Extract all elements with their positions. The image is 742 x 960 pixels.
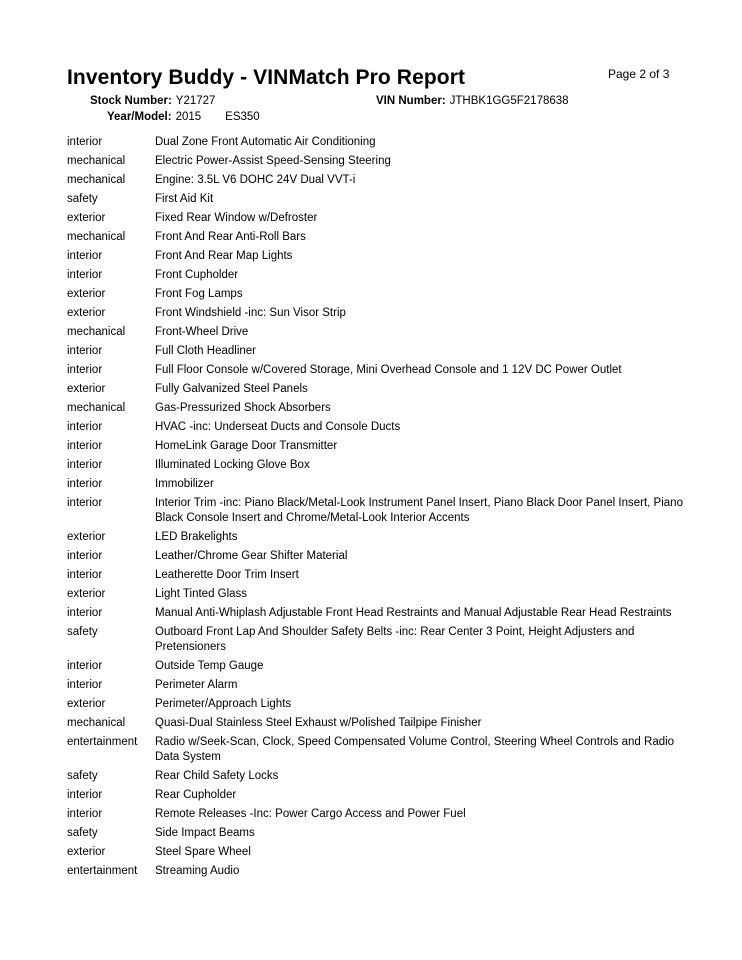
feature-category: interior — [67, 459, 103, 471]
feature-row — [67, 494, 687, 528]
feature-category: exterior — [67, 288, 106, 300]
feature-description: Side Impact Beams — [155, 827, 255, 839]
feature-category: mechanical — [67, 402, 126, 414]
feature-category: interior — [67, 269, 103, 281]
vin-number-label: VIN Number: — [376, 95, 446, 107]
feature-row — [67, 475, 687, 494]
feature-category: interior — [67, 679, 103, 691]
feature-row — [67, 566, 687, 585]
feature-category: exterior — [67, 212, 106, 224]
feature-description: Electric Power-Assist Speed-Sensing Steering — [155, 155, 391, 167]
feature-description: Perimeter Alarm — [155, 679, 238, 691]
feature-category: safety — [67, 626, 98, 638]
feature-category: interior — [67, 250, 103, 262]
feature-row — [67, 585, 687, 604]
feature-description: Engine: 3.5L V6 DOHC 24V Dual VVT-i — [155, 174, 356, 186]
feature-category: interior — [67, 569, 103, 581]
feature-row — [67, 323, 687, 342]
feature-category: interior — [67, 345, 103, 357]
feature-description: HomeLink Garage Door Transmitter — [155, 440, 338, 452]
feature-description: Immobilizer — [155, 478, 214, 490]
year-model-label: Year/Model: — [107, 111, 172, 123]
feature-row — [67, 380, 687, 399]
feature-row — [67, 399, 687, 418]
feature-category: interior — [67, 364, 103, 376]
feature-category: safety — [67, 193, 98, 205]
feature-row — [67, 676, 687, 695]
feature-description: Outboard Front Lap And Shoulder Safety Belts -inc: Rear Center 3 Point, Height Adjusters and Pretensioners — [155, 626, 635, 653]
feature-description: Front Fog Lamps — [155, 288, 243, 300]
feature-description: Front Cupholder — [155, 269, 239, 281]
feature-row — [67, 695, 687, 714]
feature-row — [67, 862, 687, 881]
stock-number-field — [90, 95, 215, 107]
feature-category: exterior — [67, 383, 106, 395]
feature-category: interior — [67, 440, 103, 452]
feature-description: Front And Rear Map Lights — [155, 250, 293, 262]
feature-category: entertainment — [67, 736, 138, 748]
stock-number-value: Y21727 — [175, 95, 216, 107]
feature-category: interior — [67, 808, 103, 820]
feature-description: Front-Wheel Drive — [155, 326, 249, 338]
feature-category: exterior — [67, 588, 106, 600]
feature-row — [67, 623, 687, 657]
feature-row — [67, 285, 687, 304]
feature-row — [67, 456, 687, 475]
feature-description: Remote Releases -Inc: Power Cargo Access and Power Fuel — [155, 808, 466, 820]
model-value: ES350 — [225, 111, 260, 123]
feature-description: Light Tinted Glass — [155, 588, 248, 600]
feature-category: interior — [67, 421, 103, 433]
feature-category: safety — [67, 827, 98, 839]
feature-category: interior — [67, 789, 103, 801]
feature-category: interior — [67, 607, 103, 619]
feature-description: Front And Rear Anti-Roll Bars — [155, 231, 306, 243]
feature-row — [67, 304, 687, 323]
feature-row — [67, 805, 687, 824]
feature-description: Quasi-Dual Stainless Steel Exhaust w/Polished Tailpipe Finisher — [155, 717, 482, 729]
feature-description: Steel Spare Wheel — [155, 846, 251, 858]
feature-row — [67, 171, 687, 190]
feature-category: mechanical — [67, 231, 126, 243]
feature-category: mechanical — [67, 155, 126, 167]
stock-number-label: Stock Number: — [90, 95, 172, 107]
feature-category: exterior — [67, 531, 106, 543]
feature-description: Fully Galvanized Steel Panels — [155, 383, 308, 395]
feature-description: Radio w/Seek-Scan, Clock, Speed Compensated Volume Control, Steering Wheel Controls and Radio Data System — [155, 736, 675, 763]
feature-row — [67, 190, 687, 209]
feature-category: entertainment — [67, 865, 138, 877]
feature-row — [67, 361, 687, 380]
feature-description: HVAC -inc: Underseat Ducts and Console Ducts — [155, 421, 401, 433]
feature-row — [67, 437, 687, 456]
feature-description: Perimeter/Approach Lights — [155, 698, 292, 710]
feature-list — [67, 133, 687, 881]
feature-description: Interior Trim -inc: Piano Black/Metal-Look Instrument Panel Insert, Piano Black Door Panel Insert, Piano Black Console Insert and Chrome/Metal-Look Interior Accents — [155, 497, 683, 524]
feature-description: Full Cloth Headliner — [155, 345, 256, 357]
feature-category: interior — [67, 497, 103, 509]
feature-row — [67, 604, 687, 623]
feature-description: Streaming Audio — [155, 865, 240, 877]
feature-row — [67, 266, 687, 285]
feature-description: Illuminated Locking Glove Box — [155, 459, 310, 471]
vin-number-field — [376, 95, 569, 107]
feature-row — [67, 714, 687, 733]
feature-row — [67, 228, 687, 247]
feature-row — [67, 209, 687, 228]
feature-row — [67, 418, 687, 437]
feature-description: Dual Zone Front Automatic Air Conditioning — [155, 136, 376, 148]
feature-category: interior — [67, 660, 103, 672]
feature-description: Manual Anti-Whiplash Adjustable Front Head Restraints and Manual Adjustable Rear Head Restraints — [155, 607, 672, 619]
feature-category: mechanical — [67, 717, 126, 729]
feature-category: safety — [67, 770, 98, 782]
feature-category: mechanical — [67, 174, 126, 186]
feature-category: mechanical — [67, 326, 126, 338]
feature-description: Rear Child Safety Locks — [155, 770, 279, 782]
feature-row — [67, 657, 687, 676]
feature-category: exterior — [67, 846, 106, 858]
feature-description: Fixed Rear Window w/Defroster — [155, 212, 318, 224]
feature-row — [67, 767, 687, 786]
feature-category: interior — [67, 478, 103, 490]
feature-row — [67, 547, 687, 566]
feature-row — [67, 733, 687, 767]
feature-row — [67, 342, 687, 361]
feature-description: First Aid Kit — [155, 193, 214, 205]
feature-description: Outside Temp Gauge — [155, 660, 264, 672]
feature-description: Full Floor Console w/Covered Storage, Mini Overhead Console and 1 12V DC Power Outlet — [155, 364, 622, 376]
feature-description: Leather/Chrome Gear Shifter Material — [155, 550, 348, 562]
feature-category: exterior — [67, 698, 106, 710]
vin-number-value: JTHBK1GG5F2178638 — [449, 95, 569, 107]
feature-row — [67, 247, 687, 266]
report-title: Inventory Buddy - VINMatch Pro Report — [67, 66, 466, 89]
feature-row — [67, 133, 687, 152]
feature-description: Gas-Pressurized Shock Absorbers — [155, 402, 331, 414]
feature-category: interior — [67, 550, 103, 562]
feature-row — [67, 843, 687, 862]
feature-category: exterior — [67, 307, 106, 319]
feature-row — [67, 786, 687, 805]
feature-row — [67, 528, 687, 547]
year-model-field — [107, 111, 260, 123]
feature-description: Rear Cupholder — [155, 789, 237, 801]
feature-row — [67, 824, 687, 843]
year-value: 2015 — [175, 111, 202, 123]
page-number: Page 2 of 3 — [608, 67, 670, 81]
feature-category: interior — [67, 136, 103, 148]
feature-description: Front Windshield -inc: Sun Visor Strip — [155, 307, 346, 319]
feature-description: Leatherette Door Trim Insert — [155, 569, 299, 581]
feature-row — [67, 152, 687, 171]
feature-description: LED Brakelights — [155, 531, 238, 543]
